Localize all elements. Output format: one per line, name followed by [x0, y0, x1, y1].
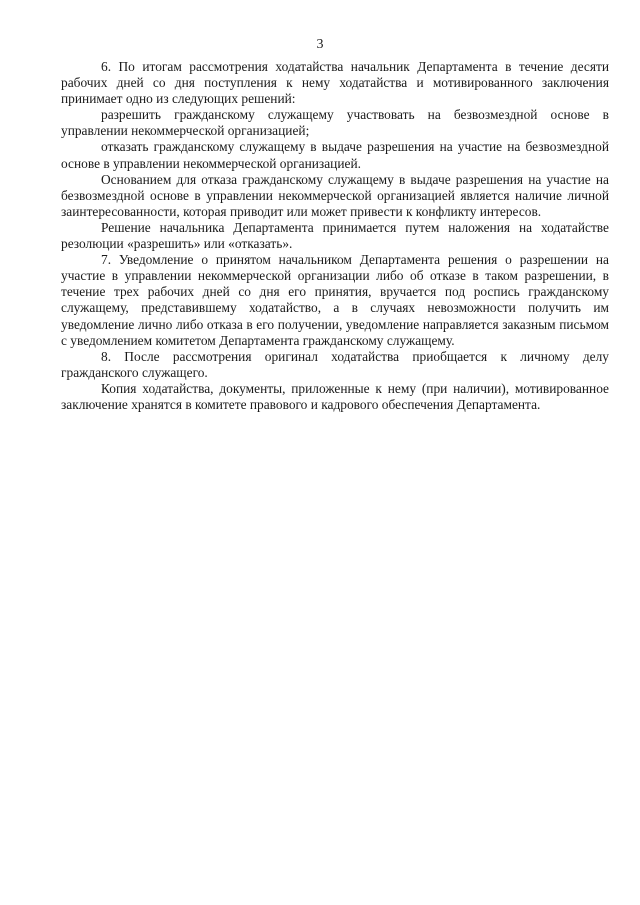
page-number: 3 [316, 37, 324, 52]
paragraph-decision-allow: разрешить гражданскому служащему участвовать на безвозмездной основе в управлении некоммерческой организацией; [61, 107, 609, 139]
paragraph-resolution: Решение начальника Департамента принимается путем наложения на ходатайстве резолюции «разрешить» или «отказать». [61, 219, 609, 252]
document-body [61, 59, 609, 413]
paragraph-7-notification: 7. Уведомление о принятом начальником Департамента решения о разрешении на участие в управлении некоммерческой организации либо об отказе в таком разрешении, в течение трех рабочих дней со дня его принятия, вручается под роспись гражданскому служащему, представившему ходатайство, а в случаях невозможности получить им уведомление лично либо отказа в его получении, уведомление направляется заказным письмом с уведомлением комитетом Департамента гражданскому служащему. [61, 252, 609, 348]
paragraph-8-personal-file: 8. После рассмотрения оригинал ходатайства приобщается к личному делу гражданского служащего. [61, 348, 609, 380]
paragraph-6-decision: 6. По итогам рассмотрения ходатайства начальник Департамента в течение десяти рабочих дней со дня поступления к нему ходатайства и мотивированного заключения принимает одно из следующих решений: [61, 59, 609, 107]
paragraph-decision-refuse: отказать гражданскому служащему в выдаче разрешения на участие на безвозмездной основе в управлении некоммерческой организацией. [61, 139, 609, 171]
paragraph-refusal-grounds: Основанием для отказа гражданскому служащему в выдаче разрешения на участие на безвозмездной основе в управлении некоммерческой организацией является наличие личной заинтересованности, которая приводит или может привести к конфликту интересов. [61, 171, 609, 219]
paragraph-copy-storage: Копия ходатайства, документы, приложенные к нему (при наличии), мотивированное заключение хранятся в комитете правового и кадрового обеспечения Департамента. [61, 380, 609, 412]
